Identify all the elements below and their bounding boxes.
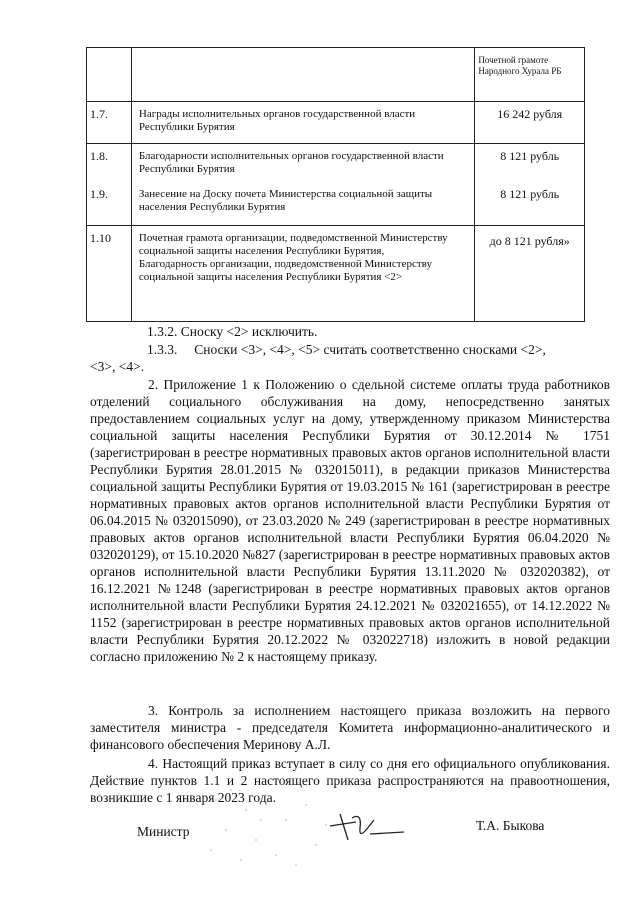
table-row [87,144,585,182]
row-amount: 8 121 рубль [500,186,560,201]
row-amount: до 8 121 рубля» [489,234,570,248]
stamp-mark [196,770,346,880]
row-amount: 16 242 рубля [497,107,563,121]
signature-title: Министр [137,824,190,839]
signature-mark [326,808,406,844]
item-1-3-2: 1.3.2. Сноску <2> исключить. [147,324,318,339]
awards-table [86,47,585,322]
row-amount: 8 121 рубль [500,149,560,163]
table-row [87,102,585,144]
row-number: 1.7. [90,107,108,121]
row-description: Награды исполнительных органов государственной власти Республики Бурятия [138,108,416,133]
paragraph-2: 2. Приложение 1 к Положению о сдельной системе оплаты труда работников отделений социального обслуживания на дому, непосредственно занятых предоставлением социальных услуг на дому, утвержденному приказом Министерства социальной защиты населения Республики Бурятия от 30.12.2014 № 1751 (зарегистрирован в реестре нормативных правовых актов органов исполнительной власти Республики Бурятия 28.01.2015 № 032015011), в редакции приказов Министерства социальной защиты Республики Бурятия от 19.03.2015 № 161 (зарегистрирован в реестре нормативных правовых актов органов исполнительной власти Республики Бурятия от 06.04.2015 № 032015090), от 23.03.2020 № 249 (зарегистрирован в реестре нормативных правовых актов органов исполнительной власти Республики Бурятия 06.04.2020 № 032020129), от 15.10.2020 №827 (зарегистрирован в реестре нормативных правовых актов органов исполнительной власти Республики Бурятия 13.11.2020 № 032020382), от 16.12.2021 №1248 (зарегистрирован в реестре нормативных правовых актов органов исполнительной власти Республики Бурятия 24.12.2021 № 032021655), от 14.12.2022 № 1152 (зарегистрирован в реестре нормативных правовых актов органов исполнительной власти Республики Бурятия 20.12.2022 № 032022718) изложить в новой редакции согласно приложению № 2 к настоящему приказу. [90,377,610,664]
item-1-3-3-cont: <3>, <4>. [90,359,145,374]
row-number: 1.8. [90,149,108,163]
row-description: Занесение на Доску почета Министерства социальной защиты населения Республики Бурятия [138,187,433,213]
table-row [87,226,585,322]
row-description-line2: Благодарность организации, подведомственной Министерству социальной защиты населения Республики Бурятия <2> [138,258,433,283]
row-number: 1.9. [90,186,108,201]
table-header-row [87,48,585,102]
paragraph-3: 3. Контроль за исполнением настоящего приказа возложить на первого заместителя министра - председателя Комитета информационно-аналитического и финансового обеспечения Меринову А.Л. [90,703,610,752]
paragraph-4: 4. Настоящий приказ вступает в силу со дня его официального опубликования. Действие пунктов 1.1 и 2 настоящего приказа распространяются на правоотношения, возникшие с 1 января 2023 года. [90,756,610,805]
item-1-3-3: 1.3.3. Сноски <3>, <4>, <5> считать соответственно сносками <2>, [147,342,546,357]
header-amount: Почетной грамоте Народного Хурала РБ [478,55,562,76]
row-description: Благодарности исполнительных органов государственной власти Республики Бурятия [138,150,444,175]
signature-name: Т.А. Быкова [476,818,545,833]
row-number: 1.10 [90,231,111,245]
row-description-line1: Почетная грамота организации, подведомственной Министерству социальной защиты населения Республики Бурятия, [138,232,448,257]
table-row [87,182,585,226]
